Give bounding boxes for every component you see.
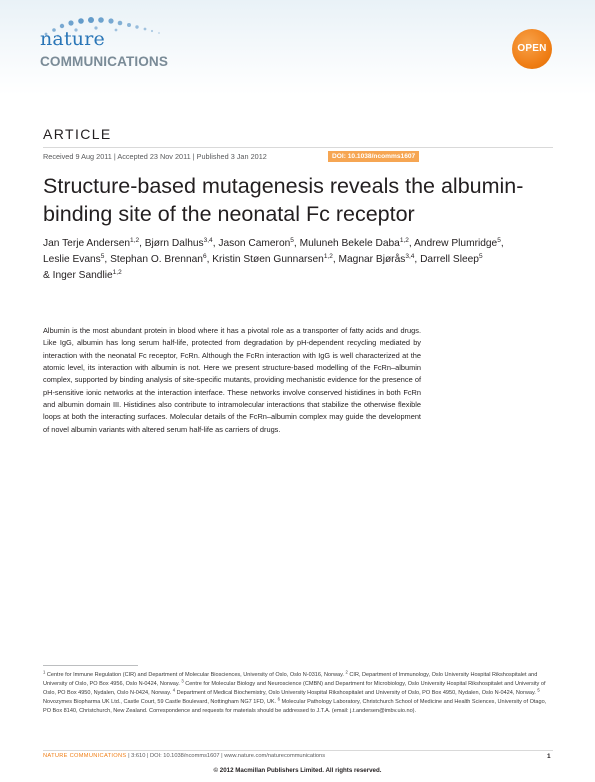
author-separator: , (206, 254, 213, 265)
author-separator: , (293, 238, 300, 249)
author-name: Muluneh Bekele Daba$^{1,2}$ (299, 237, 409, 249)
author-separator: , (212, 238, 219, 249)
author-name: Darrell Sleep$^5$ (420, 253, 483, 265)
author-affiliation-ref: 3,4 (405, 253, 415, 260)
author-separator: , (408, 238, 414, 249)
author-list (43, 236, 555, 284)
footer-divider (43, 750, 553, 751)
author-affiliation-ref: 5 (290, 237, 294, 244)
author-affiliation-ref: 1,2 (323, 253, 333, 260)
author-name: Jason Cameron$^5$ (218, 237, 294, 249)
journal-header (0, 0, 595, 95)
article-type-label: ARTICLE (43, 126, 112, 142)
affiliation-text: Department of Medical Biochemistry, Oslo University Hospital Rikshospitalet and University of Oslo, PO Box 4950, Nydalen, Oslo N-0424, Norway. (175, 690, 538, 697)
open-access-badge: OPEN (512, 29, 552, 69)
affiliations-divider (43, 665, 138, 666)
author-separator: , (414, 254, 421, 265)
author-name: Andrew Plumridge$^5$ (413, 237, 501, 249)
author-affiliation-ref: 1,2 (130, 237, 140, 244)
affiliation-text: Novozymes Biopharma UK Ltd., Castle Court, 59 Castle Boulevard, Nottingham NG7 1FD, UK. (43, 699, 278, 706)
affiliation-text: Centre for Molecular Biology and Neuroscience (CMBN) and Department for Microbiology, Oslo University Hospital Rikshospitalet and University of Oslo, PO Box 4950, Nydalen, Oslo N-0424, Norway. (43, 681, 546, 697)
author-name: Leslie Evans$^5$ (43, 253, 105, 265)
author-affiliation-ref: 3,4 (203, 237, 213, 244)
author-affiliation-ref: 6 (202, 253, 207, 260)
affiliation-number: 1 (43, 669, 46, 675)
footer-details[interactable]: | 3:610 | DOI: 10.1038/ncomms1607 | www.nature.com/naturecommunications (126, 753, 326, 759)
author-name: Bjørn Dalhus$^{3,4}$ (144, 237, 213, 249)
copyright-notice: © 2012 Macmillan Publishers Limited. All rights reserved. (213, 767, 382, 774)
logo-communications: COMMUNICATIONS (40, 54, 169, 69)
affiliation-number: 5 (537, 687, 540, 693)
affiliation-number: 2 (345, 669, 348, 675)
author-name: Kristin Støen Gunnarsen$^{1,2}$ (212, 253, 333, 265)
author-separator: , (332, 254, 339, 265)
author-affiliation-ref: 1,2 (112, 269, 122, 276)
author-separator: , (139, 238, 145, 249)
doi-badge[interactable]: DOI: 10.1038/ncomms1607 (328, 151, 419, 162)
author-name: Jan Terje Andersen$^{1,2}$ (43, 237, 140, 249)
author-affiliation-ref: 5 (478, 253, 483, 260)
affiliation-number: 6 (277, 696, 280, 702)
author-name: Magnar Bjørås$^{3,4}$ (338, 253, 415, 265)
affiliation-text: Molecular Pathology Laboratory, Christchurch School of Medicine and Health Sciences, University of Otago, PO Box 8140, Christchurch, New Zealand. Correspondence and requests for materials should be addressed to J.T.A. (email: j.t.andersen@imbv.uio.no). (43, 699, 547, 715)
affiliations (43, 671, 555, 716)
author-separator: , (104, 254, 111, 265)
author-affiliation-ref: 5 (497, 237, 501, 244)
affiliation-text: Centre for Immune Regulation (CIR) and Department of Molecular Biosciences, University of Oslo, Oslo N-0316, Norway. (45, 672, 346, 678)
affiliation-number: 4 (172, 687, 176, 693)
logo-nature: nature (40, 28, 105, 50)
author-name: Stephan O. Brennan$^6$ (110, 253, 207, 265)
abstract: Albumin is the most abundant protein in blood where it has a pivotal role as a transporter of fatty acids and drugs. Like IgG, albumin has long serum half-life, protected from degradation by pH-dependent recycling mediated by interaction with the neonatal Fc receptor, FcRn. Although the FcRn interaction with IgG is well characterized at the atomic level, its interaction with albumin is not. Here we present structure-based modelling of the FcRn–albumin complex, supported by binding analysis of site-specific mutants, providing mechanistic evidence for the presence of pH-sensitive ionic networks at the interaction interface. These networks involve conserved histidines in both FcRn and albumin domain III. Histidines also contribute to intramolecular interactions that stabilize the otherwise flexible loops at both the interacting surfaces. Molecular details of the FcRn–albumin complex may guide the development of novel albumin variants with altered serum half-life as carriers of drugs. (43, 326, 421, 434)
page-number: 1 (547, 753, 551, 760)
divider (43, 147, 553, 148)
affiliation-text: CIR, Department of Immunology, Oslo University Hospital Rikshospitalet and University of Oslo, PO Box 4956, Oslo N-0424, Norway. (43, 672, 538, 688)
footer-journal-name: NATURE COMMUNICATIONS (43, 753, 127, 759)
author-affiliation-ref: 1,2 (399, 237, 409, 244)
author-affiliation-ref: 5 (100, 253, 105, 260)
author-name: & Inger Sandlie$^{1,2}$ (43, 269, 122, 281)
author-separator: , (500, 238, 504, 249)
publication-dates: Received 9 Aug 2011 | Accepted 23 Nov 2011 | Published 3 Jan 2012 (43, 152, 267, 161)
affiliation-number: 3 (181, 678, 184, 684)
article-title: Structure-based mutagenesis reveals the albumin-binding site of the neonatal Fc receptor (43, 174, 524, 226)
footer-citation (43, 753, 325, 759)
